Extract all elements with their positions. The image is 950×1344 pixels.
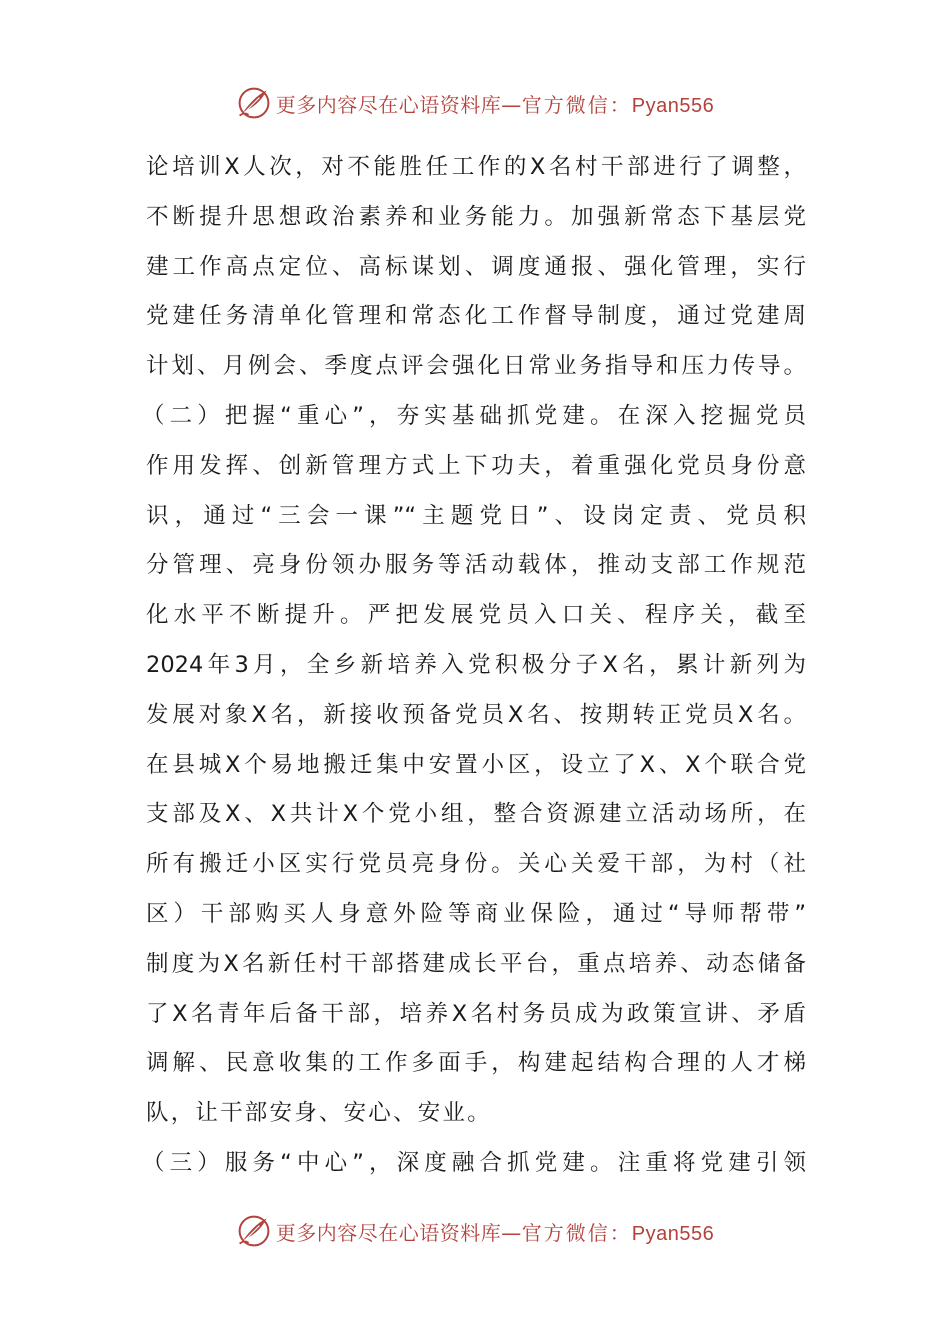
text-line: 区）干部购买人身意外险等商业保险，通过“导师帮带” bbox=[146, 900, 806, 927]
text-line: 2024年3月，全乡新培养入党积极分子X名，累计新列为 bbox=[146, 651, 806, 678]
text-line: 论培训X人次，对不能胜任工作的X名村干部进行了调整， bbox=[146, 154, 806, 180]
text-line: 党建任务清单化管理和常态化工作督导制度，通过党建周 bbox=[146, 303, 806, 330]
text-line: 了X名青年后备干部，培养X名村务员成为政策宣讲、矛盾 bbox=[146, 1000, 806, 1027]
section-heading-line: （二）把握“重心”，夯实基础抓党建。在深入挖掘党员 bbox=[142, 402, 806, 429]
footer-watermark-banner bbox=[0, 1211, 950, 1251]
header-watermark-banner bbox=[0, 83, 950, 123]
text-line: 不断提升思想政治素养和业务能力。加强新常态下基层党 bbox=[146, 203, 806, 230]
text-line: 建工作高点定位、高标谋划、调度通报、强化管理，实行 bbox=[146, 253, 806, 280]
text-line: 分管理、亮身份领办服务等活动载体，推动支部工作规范 bbox=[146, 552, 806, 579]
text-line: 制度为X名新任村干部搭建成长平台，重点培养、动态储备 bbox=[146, 950, 806, 977]
text-line: 调解、民意收集的工作多面手，构建起结构合理的人才梯 bbox=[146, 1050, 806, 1077]
text-line: 化水平不断提升。严把发展党员入口关、程序关，截至 bbox=[146, 602, 806, 629]
text-line: 识，通过“三会一课”“主题党日”、设岗定责、党员积 bbox=[146, 502, 806, 529]
text-line: 支部及X、X共计X个党小组，整合资源建立活动场所，在 bbox=[146, 801, 806, 828]
text-line: 作用发挥、创新管理方式上下功夫，着重强化党员身份意 bbox=[146, 452, 806, 479]
text-line: 发展对象X名，新接收预备党员X名、按期转正党员X名。 bbox=[146, 701, 806, 728]
text-line: 队，让干部安身、安心、安业。 bbox=[146, 1100, 492, 1127]
section-heading-line: （三）服务“中心”，深度融合抓党建。注重将党建引领 bbox=[142, 1149, 806, 1176]
text-line: 计划、月例会、季度点评会强化日常业务指导和压力传导。 bbox=[146, 353, 806, 380]
text-line: 所有搬迁小区实行党员亮身份。关心关爱干部，为村（社 bbox=[146, 851, 806, 878]
feather-pen-logo-icon bbox=[236, 85, 272, 121]
document-body bbox=[142, 143, 806, 1189]
feather-pen-logo-icon bbox=[236, 1213, 272, 1249]
watermark-text: 更多内容尽在心语资料库—官方微信：Pyan556 bbox=[275, 1220, 715, 1245]
watermark-text: 更多内容尽在心语资料库—官方微信：Pyan556 bbox=[275, 92, 715, 117]
text-line: 在县城X个易地搬迁集中安置小区，设立了X、X个联合党 bbox=[146, 751, 806, 778]
